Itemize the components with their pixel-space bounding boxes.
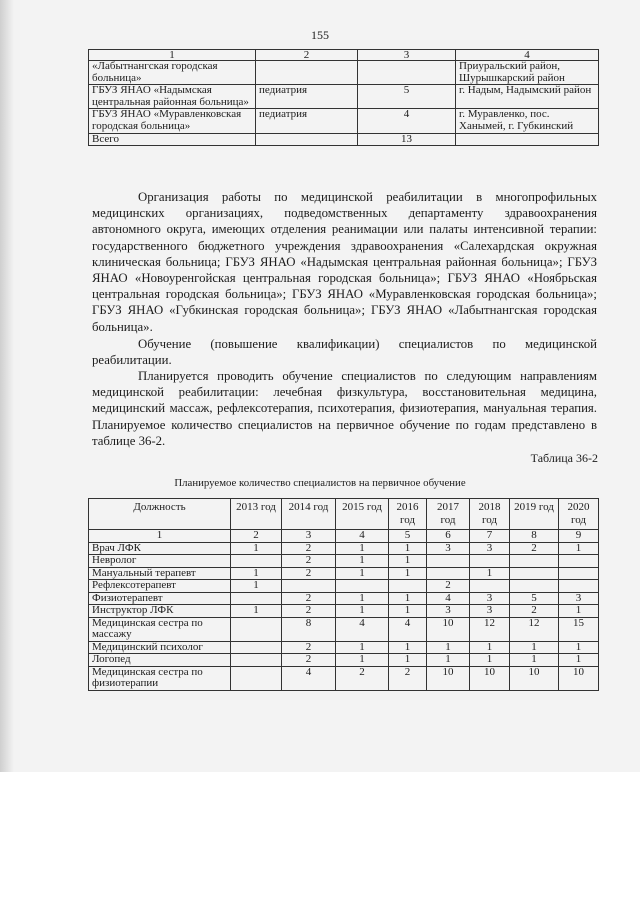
year-value-cell: 1 bbox=[559, 605, 599, 618]
column-number: 9 bbox=[559, 530, 599, 543]
total-count: 13 bbox=[358, 133, 456, 146]
year-value-cell: 1 bbox=[470, 654, 510, 667]
header-cell: 2017 год bbox=[427, 499, 470, 530]
column-number: 6 bbox=[427, 530, 470, 543]
column-number: 1 bbox=[89, 530, 231, 543]
year-value-cell: 12 bbox=[510, 617, 559, 641]
year-value-cell bbox=[427, 567, 470, 580]
column-number: 8 bbox=[510, 530, 559, 543]
year-value-cell: 1 bbox=[336, 592, 389, 605]
year-value-cell: 1 bbox=[231, 542, 282, 555]
year-value-cell: 2 bbox=[282, 542, 336, 555]
header-cell: Должность bbox=[89, 499, 231, 530]
year-value-cell: 2 bbox=[336, 666, 389, 690]
year-value-cell: 4 bbox=[336, 617, 389, 641]
year-value-cell: 1 bbox=[470, 567, 510, 580]
year-value-cell: 1 bbox=[231, 605, 282, 618]
year-value-cell: 2 bbox=[282, 592, 336, 605]
table-row bbox=[89, 617, 599, 641]
year-value-cell: 1 bbox=[389, 605, 427, 618]
year-value-cell bbox=[427, 555, 470, 568]
year-value-cell: 2 bbox=[282, 555, 336, 568]
position-cell: Инструктор ЛФК bbox=[89, 605, 231, 618]
page-number: 155 bbox=[311, 28, 329, 42]
year-value-cell: 3 bbox=[559, 592, 599, 605]
table-header-row bbox=[89, 50, 599, 61]
year-value-cell bbox=[510, 567, 559, 580]
count-cell: 4 bbox=[358, 109, 456, 133]
year-value-cell bbox=[389, 580, 427, 593]
year-value-cell: 10 bbox=[427, 666, 470, 690]
column-number: 5 bbox=[389, 530, 427, 543]
table-row bbox=[89, 580, 599, 593]
header-cell: 2016 год bbox=[389, 499, 427, 530]
specialists-training-table bbox=[88, 498, 599, 691]
total-row bbox=[89, 133, 599, 146]
column-number: 7 bbox=[470, 530, 510, 543]
table-row bbox=[89, 592, 599, 605]
table-row bbox=[89, 542, 599, 555]
year-value-cell: 2 bbox=[282, 654, 336, 667]
header-cell: 1 bbox=[89, 50, 256, 61]
table-title: Планируемое количество специалистов на первичное обучение bbox=[174, 477, 466, 489]
year-value-cell bbox=[510, 555, 559, 568]
year-value-cell: 10 bbox=[559, 666, 599, 690]
header-cell: 4 bbox=[456, 50, 599, 61]
year-value-cell: 2 bbox=[510, 605, 559, 618]
header-cell: 2015 год bbox=[336, 499, 389, 530]
year-value-cell: 1 bbox=[389, 641, 427, 654]
year-value-cell: 15 bbox=[559, 617, 599, 641]
area-cell bbox=[456, 133, 599, 146]
year-value-cell: 4 bbox=[427, 592, 470, 605]
table-row bbox=[89, 61, 599, 85]
table-row bbox=[89, 666, 599, 690]
column-number: 4 bbox=[336, 530, 389, 543]
year-value-cell bbox=[470, 580, 510, 593]
year-value-cell: 1 bbox=[510, 654, 559, 667]
year-value-cell bbox=[336, 580, 389, 593]
table-row bbox=[89, 85, 599, 109]
total-label: Всего bbox=[89, 133, 256, 146]
column-number: 2 bbox=[231, 530, 282, 543]
area-cell: г. Муравленко, пос. Ханымей, г. Губкинский bbox=[456, 109, 599, 133]
year-value-cell: 1 bbox=[389, 542, 427, 555]
count-cell bbox=[358, 61, 456, 85]
year-value-cell: 12 bbox=[470, 617, 510, 641]
regional-hospitals-table bbox=[88, 49, 599, 146]
position-cell: Медицинская сестра по массажу bbox=[89, 617, 231, 641]
position-cell: Мануальный терапевт bbox=[89, 567, 231, 580]
year-value-cell: 1 bbox=[336, 542, 389, 555]
table-row bbox=[89, 109, 599, 133]
header-cell: 2018 год bbox=[470, 499, 510, 530]
year-value-cell: 1 bbox=[336, 567, 389, 580]
year-value-cell bbox=[231, 666, 282, 690]
header-cell: 2 bbox=[256, 50, 358, 61]
year-value-cell: 3 bbox=[427, 605, 470, 618]
year-value-cell bbox=[510, 580, 559, 593]
profile-cell bbox=[256, 133, 358, 146]
table-row bbox=[89, 641, 599, 654]
year-value-cell: 1 bbox=[470, 641, 510, 654]
table-body bbox=[89, 542, 599, 690]
year-value-cell: 4 bbox=[389, 617, 427, 641]
table-row bbox=[89, 567, 599, 580]
year-value-cell bbox=[559, 580, 599, 593]
year-value-cell: 1 bbox=[559, 641, 599, 654]
position-cell: Медицинский психолог bbox=[89, 641, 231, 654]
profile-cell bbox=[256, 61, 358, 85]
column-number-row bbox=[89, 530, 599, 543]
year-value-cell: 1 bbox=[336, 605, 389, 618]
paragraph-training: Обучение (повышение квалификации) специалистов по медицинской реабилитации. bbox=[92, 337, 597, 368]
year-value-cell: 10 bbox=[470, 666, 510, 690]
year-value-cell: 5 bbox=[510, 592, 559, 605]
year-value-cell: 3 bbox=[470, 605, 510, 618]
header-cell: 3 bbox=[358, 50, 456, 61]
year-value-cell: 10 bbox=[510, 666, 559, 690]
header-cell: 2020 год bbox=[559, 499, 599, 530]
year-value-cell: 2 bbox=[282, 567, 336, 580]
position-cell: Медицинская сестра по физиотерапии bbox=[89, 666, 231, 690]
area-cell: Приуральский район, Шурышкарский район bbox=[456, 61, 599, 85]
year-value-cell: 3 bbox=[470, 542, 510, 555]
year-value-cell: 1 bbox=[559, 654, 599, 667]
year-value-cell bbox=[559, 555, 599, 568]
year-value-cell: 1 bbox=[231, 567, 282, 580]
year-value-cell: 8 bbox=[282, 617, 336, 641]
year-value-cell: 10 bbox=[427, 617, 470, 641]
year-value-cell: 1 bbox=[336, 555, 389, 568]
table-row bbox=[89, 605, 599, 618]
area-cell: г. Надым, Надымский район bbox=[456, 85, 599, 109]
column-number: 3 bbox=[282, 530, 336, 543]
profile-cell: педиатрия bbox=[256, 109, 358, 133]
position-cell: Невролог bbox=[89, 555, 231, 568]
year-value-cell bbox=[231, 592, 282, 605]
year-value-cell: 1 bbox=[336, 654, 389, 667]
year-value-cell: 1 bbox=[389, 555, 427, 568]
year-value-cell bbox=[231, 617, 282, 641]
table-row bbox=[89, 654, 599, 667]
hospital-name: «Лабытнангская городская больница» bbox=[89, 61, 256, 85]
paragraph-rehab-organization: Организация работы по медицинской реабилитации в многопрофильных медицинских организациях, подведомственных департаменту здравоохранения автономного округа, имеющих отделения реанимации или палаты интенсивной терапии: государственного бюджетного учреждения здравоохранения «Салехардская окружная клиническая больница; ГБУЗ ЯНАО «Надымская центральная районная больница»; ГБУЗ ЯНАО «Новоуренгойская центральная городская больница»; ГБУЗ ЯНАО «Ноябрьская центральная городская больница»; ГБУЗ ЯНАО «Муравленковская городская больница»; ГБУЗ ЯНАО «Губкинская городская больница»; ГБУЗ ЯНАО «Лабытнангская городская больница». bbox=[92, 190, 597, 334]
year-value-cell: 2 bbox=[282, 605, 336, 618]
year-value-cell bbox=[282, 580, 336, 593]
year-value-cell bbox=[231, 641, 282, 654]
year-value-cell: 1 bbox=[389, 654, 427, 667]
header-cell: 2019 год bbox=[510, 499, 559, 530]
year-value-cell: 2 bbox=[389, 666, 427, 690]
profile-cell: педиатрия bbox=[256, 85, 358, 109]
year-value-cell: 3 bbox=[470, 592, 510, 605]
year-value-cell: 1 bbox=[427, 654, 470, 667]
paragraph-planned-training: Планируется проводить обучение специалистов по следующим направлениям медицинской реабилитации: лечебная физкультура, восстановительная медицина, медицинский массаж, рефлексотерапия, психотерапия, физиотерапия, мануальная терапия. Планируемое количество специалистов на первичное обучение по годам представлено в таблице 36-2. bbox=[92, 369, 597, 448]
year-value-cell: 2 bbox=[282, 641, 336, 654]
year-value-cell: 1 bbox=[559, 542, 599, 555]
year-value-cell bbox=[470, 555, 510, 568]
year-value-cell: 1 bbox=[510, 641, 559, 654]
position-cell: Физиотерапевт bbox=[89, 592, 231, 605]
table-number: Таблица 36-2 bbox=[530, 451, 598, 465]
year-value-cell bbox=[231, 654, 282, 667]
year-value-cell: 1 bbox=[389, 592, 427, 605]
header-cell: 2013 год bbox=[231, 499, 282, 530]
year-value-cell bbox=[559, 567, 599, 580]
header-cell: 2014 год bbox=[282, 499, 336, 530]
year-value-cell bbox=[231, 555, 282, 568]
year-value-cell: 4 bbox=[282, 666, 336, 690]
count-cell: 5 bbox=[358, 85, 456, 109]
hospital-name: ГБУЗ ЯНАО «Надымская центральная районная больница» bbox=[89, 85, 256, 109]
hospital-name: ГБУЗ ЯНАО «Муравленковская городская больница» bbox=[89, 109, 256, 133]
year-value-cell: 1 bbox=[231, 580, 282, 593]
year-value-cell: 3 bbox=[427, 542, 470, 555]
year-value-cell: 1 bbox=[336, 641, 389, 654]
table-header-row bbox=[89, 499, 599, 530]
position-cell: Логопед bbox=[89, 654, 231, 667]
year-value-cell: 1 bbox=[389, 567, 427, 580]
year-value-cell: 2 bbox=[510, 542, 559, 555]
table-row bbox=[89, 555, 599, 568]
year-value-cell: 1 bbox=[427, 641, 470, 654]
position-cell: Рефлексотерапевт bbox=[89, 580, 231, 593]
year-value-cell: 2 bbox=[427, 580, 470, 593]
position-cell: Врач ЛФК bbox=[89, 542, 231, 555]
